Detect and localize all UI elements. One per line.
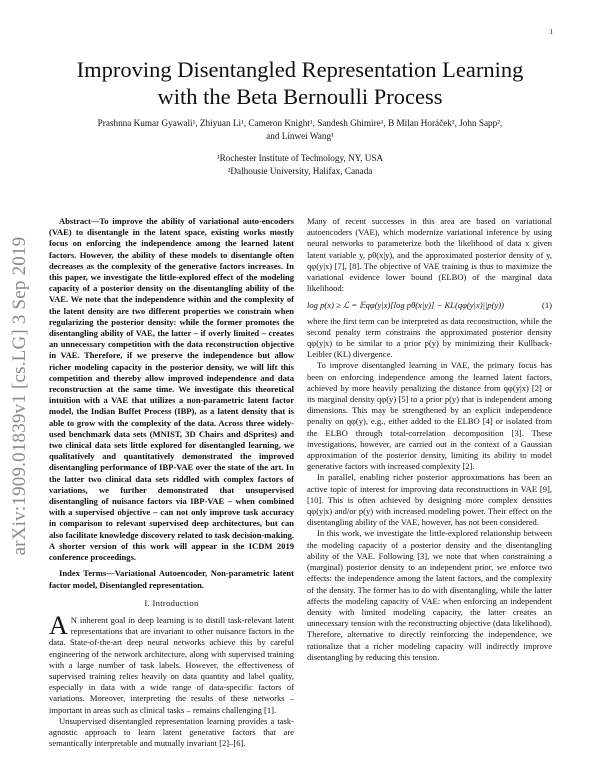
body-paragraph-independence: To improve disentangled learning in VAE, the primary focus has been on enforcing independence among the learned latent factors, achieved by more heavily penalizing the distance from qφ(y|x) [2] or its marginal density qφ(y) [5] to a prior p(y) that is independent among dimensions. This may be strengthened by an explicit independence penalty on qφ(y), e.g., either added to the ELBO [4] or isolated from the ELBO through total-correlation decomposition [3]. These investigations, however, are carried out in the context of a Gaussian approximation of the posterior density, limiting its ability to model generative factors with increased complexity [2].: [307, 360, 552, 472]
page-number: 1: [549, 28, 553, 36]
title-line-1: Improving Disentangled Representation Learning: [76, 57, 524, 82]
equation-number: (1): [541, 300, 552, 311]
title-line-2: with the Beta Bernoulli Process: [157, 84, 443, 109]
intro-paragraph-2: Unsupervised disentangled representation learning provides a task-agnostic approach to learn latent generative factors that are semantically interpretable and mutually invariant [2]–[6].: [49, 715, 294, 749]
arxiv-sidebar: [8, 208, 32, 583]
affiliation-2: ²Dalhousie University, Halifax, Canada: [227, 166, 373, 176]
body-paragraph-this-work: In this work, we investigate the little-explored relationship between the modeling capacity of a posterior density and the disentangling ability of the VAE. Following [3], we note that when constraining a (marginal) posterior density to an independent prior, we enforce two effects: the independence among the latent factors, and the complexity of the density. The former has to do with disentangling, while the latter affects the modeling capacity of VAE: when enforcing an independent density with limited modeling capacity, the latter creates an unnecessary tension with the reconstructing objective (data likelihood). Therefore, alternative to directly reinforcing the independence, we rationalize that a richer modeling capacity will indirectly improve disentangling by reducing this tension.: [307, 528, 552, 662]
intro-paragraph-1-text: N inherent goal in deep learning is to distill task-relevant latent representations that are invariant to other nuisance factors in the data. State-of-the-art deep neural networks achieve this by careful engineering of the network architecture, along with supervised training with a large number of task labels. However, the effectiveness of supervised training relies heavily on data quantity and label quality, especially in data with a wide range of data-specific factors of variations. Moreover, interpreting the results of these networks – important in areas such as clinical tasks – remains challenging [1].: [49, 614, 294, 715]
paper-title: [40, 56, 560, 110]
authors-line-2: and Linwei Wang¹: [266, 131, 334, 141]
index-terms: Index Terms—Variational Autoencoder, Non-parametric latent factor model, Disentangled representation.: [49, 568, 294, 590]
drop-cap: A: [49, 610, 68, 640]
authors-line-1: Prashnna Kumar Gyawali¹, Zhiyuan Li¹, Cameron Knight¹, Sandesh Ghimire¹, B Milan Horáček², John Sapp²,: [97, 118, 503, 128]
affiliations: [55, 152, 545, 178]
equation-1: [307, 300, 552, 311]
affiliation-1: ¹Rochester Institute of Technology, NY, USA: [216, 153, 384, 163]
author-list: [55, 117, 545, 143]
body-paragraph-vae: Many of recent successes in this area are based on variational autoencoders (VAE), which modernize variational inference by using neural networks to parameterize both the likelihood of data x given latent variable y, pθ(x|y), and the approximated posterior density of y, qφ(y|x) [7], [8]. The objective of VAE training is thus to maximize the variational evidence lower bound (ELBO) of the marginal data likelihood:: [307, 216, 552, 294]
left-column: [49, 216, 294, 749]
intro-paragraph-1: [49, 610, 294, 716]
arxiv-identifier: arXiv:1909.01839v1 [cs.LG] 3 Sep 2019: [9, 236, 30, 555]
right-column: [307, 216, 552, 663]
body-paragraph-terms: where the first term can be interpreted as data reconstruction, while the second penalty term constrains the approximated posterior density qφ(y|x) to be similar to a prior p(y) by minimizing their Kullback-Leibler (KL) divergence.: [307, 315, 552, 360]
abstract: Abstract—To improve the ability of variational auto-encoders (VAE) to disentangle in the latent space, existing works mostly focus on enforcing the independence among the learned latent factors. However, the ability of these models to disentangle often decreases as the complexity of the generative factors increases. In this paper, we investigate the little-explored effect of the modeling capacity of a posterior density on the disentangling ability of the VAE. We note that the independence within and the complexity of the latent density are two different properties we constrain when regularizing the posterior density: while the former promotes the disentangling ability of VAE, the latter – if overly limited – creates an unnecessary competition with the data reconstruction objective in VAE. Therefore, if we preserve the independence but allow richer modeling capacity in the posterior density, we will lift this competition and thereby allow improved independence and data reconstruction at the same time. We investigate this theoretical intuition with a VAE that utilizes a non-parametric latent factor model, the Indian Buffet Process (IBP), as a latent density that is able to grow with the complexity of the data. Across three widely-used benchmark data sets (MNIST, 3D Chairs and dSprites) and two clinical data sets little explored for disentangled learning, we qualitatively and quantitatively demonstrated the improved disentangling performance of IBP-VAE over the state of the art. In the latter two clinical data sets riddled with complex factors of variations, we further demonstrated that unsupervised disentangling of nuisance factors via IBP-VAE – when combined with a supervised objective – can not only improve task accuracy in comparison to relevant supervised deep architectures, but can also facilitate knowledge discovery related to task decision-making. A shorter version of this work will appear in the ICDM 2019 conference proceedings.: [49, 216, 294, 563]
body-paragraph-richer-posteriors: In parallel, enabling richer posterior approximations has been an active topic of interest for improving data reconstructions in VAE [9], [10]. This is often achieved by designing more complex densities qφ(y|x) and/or p(y) with increased modeling power. Their effect on the disentangling ability of the VAE, however, has not been considered.: [307, 472, 552, 528]
equation-elbo: log p(x) ≥ ℒ = 𝔼qφ(y|x)[log pθ(x|y)] − KL(qφ(y|x)||p(y)): [307, 300, 505, 311]
section-heading-introduction: I. Introduction: [144, 597, 199, 608]
